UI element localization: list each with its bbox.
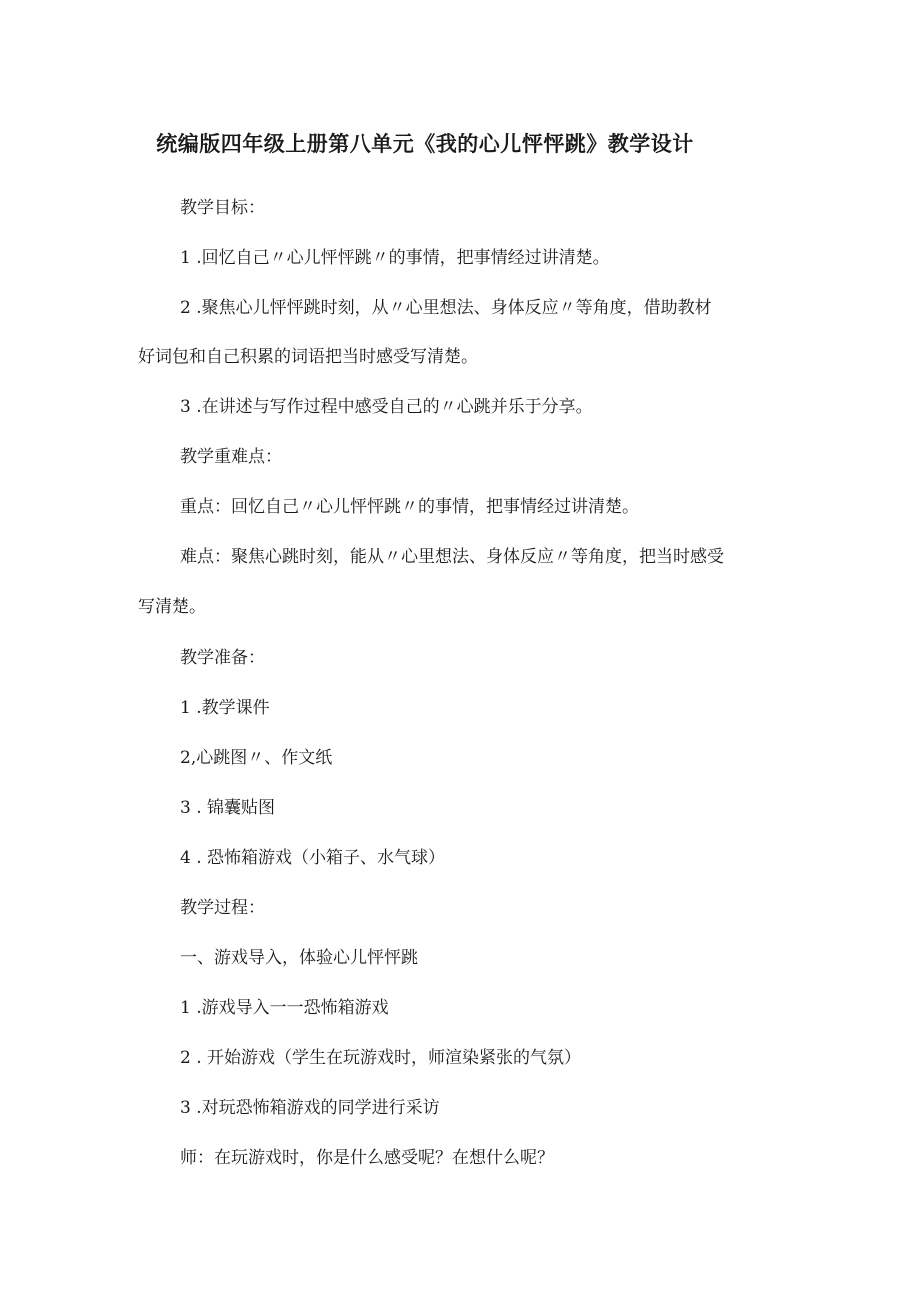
- section-heading-objectives: 教学目标：: [180, 198, 265, 218]
- preparation-item: 3 . 锦囊贴图: [180, 798, 276, 818]
- key-point-item: 重点：回忆自己〃心儿怦怦跳〃的事情，把事情经过讲清楚。: [180, 497, 639, 517]
- section-heading-preparation: 教学准备：: [180, 648, 265, 668]
- process-step-heading: 一、游戏导入，体验心儿怦怦跳: [180, 948, 418, 968]
- objective-item: 2 .聚焦心儿怦怦跳时刻，从〃心里想法、身体反应〃等角度，借助教材: [180, 298, 712, 318]
- teacher-dialogue: 师：在玩游戏时，你是什么感受呢？在想什么呢？: [180, 1148, 554, 1168]
- objective-item: 3 .在讲述与写作过程中感受自己的〃心跳并乐于分享。: [180, 397, 593, 417]
- process-item: 3 .对玩恐怖箱游戏的同学进行采访: [180, 1098, 440, 1118]
- difficult-point-continuation: 写清楚。: [138, 597, 206, 617]
- section-heading-key-points: 教学重难点：: [180, 447, 282, 467]
- preparation-item: 1 .教学课件: [180, 698, 270, 718]
- objective-item: 1 .回忆自己〃心儿怦怦跳〃的事情，把事情经过讲清楚。: [180, 248, 610, 268]
- preparation-item: 2,心跳图〃、作文纸: [180, 748, 333, 768]
- process-item: 2 . 开始游戏（学生在玩游戏时，师渲染紧张的气氛）: [180, 1048, 582, 1068]
- objective-item-continuation: 好词包和自己积累的词语把当时感受写清楚。: [138, 347, 478, 367]
- process-item: 1 .游戏导入一一恐怖箱游戏: [180, 998, 389, 1018]
- difficult-point-item: 难点：聚焦心跳时刻，能从〃心里想法、身体反应〃等角度，把当时感受: [180, 547, 724, 567]
- section-heading-process: 教学过程：: [180, 898, 265, 918]
- preparation-item: 4 . 恐怖箱游戏（小箱子、水气球）: [180, 848, 446, 868]
- document-title: 统编版四年级上册第八单元《我的心儿怦怦跳》教学设计: [156, 132, 694, 156]
